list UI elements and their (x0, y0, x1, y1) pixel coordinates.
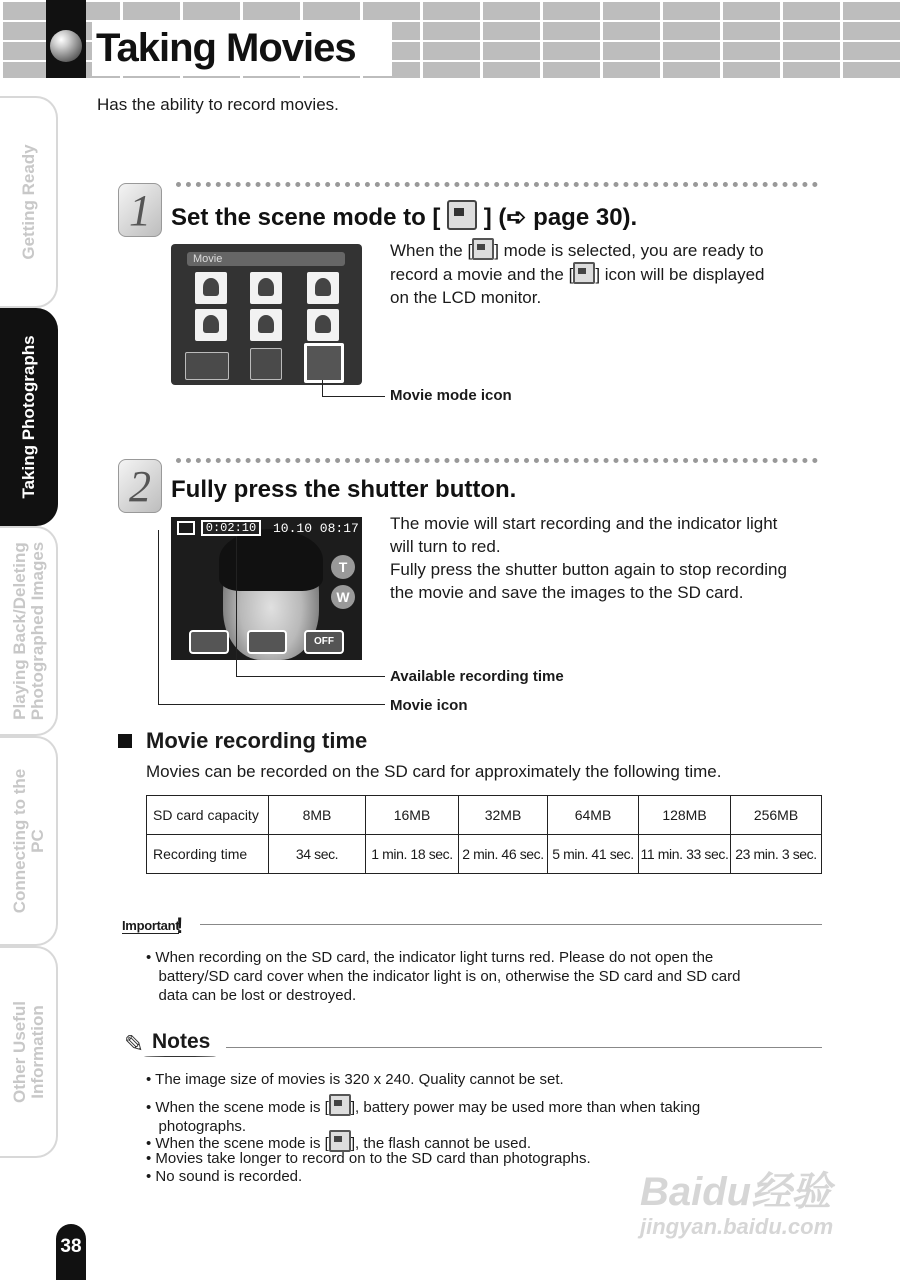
step2-divider (176, 458, 818, 463)
step1-number: 1 (118, 183, 162, 237)
section-description: Movies can be recorded on the SD card for approximately the following time. (146, 762, 722, 781)
step2-description: The movie will start recording and the indicator light will turn to red. Fully press the shutter button again to stop recording the movie and save the images to the SD card. (390, 514, 787, 602)
table-cell: 128MB (639, 796, 731, 835)
table-cell: 1 min. 18 sec. (366, 835, 459, 874)
list-item: • When the scene mode is [ ], battery power may be used more than when taking photographs. (146, 1094, 826, 1136)
lcd-menu-bar: Movie (187, 252, 345, 266)
step2-heading: Fully press the shutter button. (171, 476, 517, 503)
tab-playing-back[interactable] (0, 526, 58, 736)
tab-taking-photographs[interactable] (0, 308, 58, 526)
table-cell: 8MB (269, 796, 366, 835)
movie-mode-icon (329, 1094, 351, 1116)
step1-description: When the [ ] mode is selected, you are ready to record a movie and the [ ] icon will be displayed on the LCD monitor. (390, 238, 820, 309)
intro-text: Has the ability to record movies. (97, 95, 339, 114)
auto-small-icon (185, 352, 229, 380)
night-portrait-icon (307, 309, 339, 341)
step1-heading: Set the scene mode to [ ] (➪ page 30). (171, 200, 637, 232)
tab-label: Playing Back/Deleting Photographed Images (10, 541, 47, 721)
macro-icon (195, 309, 227, 341)
list-item: • Movies take longer to record on to the SD card than photographs. (146, 1150, 591, 1167)
callout-line (322, 380, 385, 397)
important-divider (200, 924, 822, 925)
table-cell: 256MB (731, 796, 822, 835)
step2-number: 2 (118, 459, 162, 513)
lcd-scene-menu (171, 244, 362, 385)
table-cell: 23 min. 3 sec. (731, 835, 822, 874)
portrait-icon (250, 272, 282, 304)
lcd-date-time: 10.10 08:17 (273, 521, 359, 536)
callout-line-icon (158, 530, 385, 705)
movie-mode-icon (447, 200, 477, 230)
table-row (147, 835, 822, 874)
table-cell: 11 min. 33 sec. (639, 835, 731, 874)
table-cell: 34 sec. (269, 835, 366, 874)
table-cell: 5 min. 41 sec. (548, 835, 639, 874)
table-cell: 32MB (459, 796, 548, 835)
callout-available-time: Available recording time (390, 668, 564, 685)
important-item: • When recording on the SD card, the indicator light turns red. Please do not open the battery/SD card cover when the indicator light is on, otherwise the SD card and SD card data can be lost or destroyed. (146, 949, 741, 1004)
tab-connecting-pc[interactable] (0, 736, 58, 946)
important-title: Important (122, 918, 180, 933)
landscape-icon (307, 272, 339, 304)
table-cell: 16MB (366, 796, 459, 835)
step1-divider (176, 182, 818, 187)
zoom-tele-icon: T (331, 555, 355, 579)
table-cell: SD card capacity (147, 796, 269, 835)
table-cell: 2 min. 46 sec. (459, 835, 548, 874)
exclamation-icon: ! (176, 913, 184, 938)
tab-other-info[interactable] (0, 946, 58, 1158)
list-item: • When the scene mode is [ ], the flash cannot be used. (146, 1130, 826, 1153)
auto-icon (195, 272, 227, 304)
table-cell: Recording time (147, 835, 269, 874)
tab-label: Other Useful Information (10, 1000, 47, 1104)
movie-mode-icon-selected (304, 343, 344, 383)
watermark-logo: Baidu经验 (640, 1170, 832, 1214)
callout-movie-icon: Movie icon (390, 697, 468, 714)
tab-getting-ready[interactable] (0, 96, 58, 308)
movie-mode-icon (472, 238, 494, 260)
pen-icon: ✎ (124, 1031, 145, 1058)
callout-movie-mode-icon: Movie mode icon (390, 387, 512, 404)
table-row (147, 796, 822, 835)
notes-title: Notes (152, 1030, 211, 1053)
tab-label: Getting Ready (19, 144, 38, 260)
tab-label: Connecting to the PC (10, 768, 47, 914)
zoom-wide-icon: W (331, 585, 355, 609)
notes-underline (144, 1056, 216, 1057)
movie-camera-icon (573, 262, 595, 284)
list-item: • The image size of movies is 320 x 240. Quality cannot be set. (146, 1071, 564, 1088)
section-title: Movie recording time (146, 728, 368, 753)
tab-label: Taking Photographs (19, 335, 38, 499)
lcd-recording-time: 0:02:10 (201, 520, 261, 536)
watermark-url: jingyan.baidu.com (640, 1214, 834, 1239)
notes-divider (226, 1047, 822, 1048)
page-number: 38 (56, 1224, 86, 1280)
self-timer-off-button: OFF (304, 630, 344, 654)
page-title: Taking Movies (96, 26, 356, 70)
sport-icon (250, 309, 282, 341)
grid-icon (250, 348, 282, 380)
section-square-icon (118, 734, 132, 748)
title-bullet-icon (50, 30, 82, 62)
table-cell: 64MB (548, 796, 639, 835)
recording-time-table (146, 795, 822, 874)
list-item: • No sound is recorded. (146, 1168, 303, 1185)
